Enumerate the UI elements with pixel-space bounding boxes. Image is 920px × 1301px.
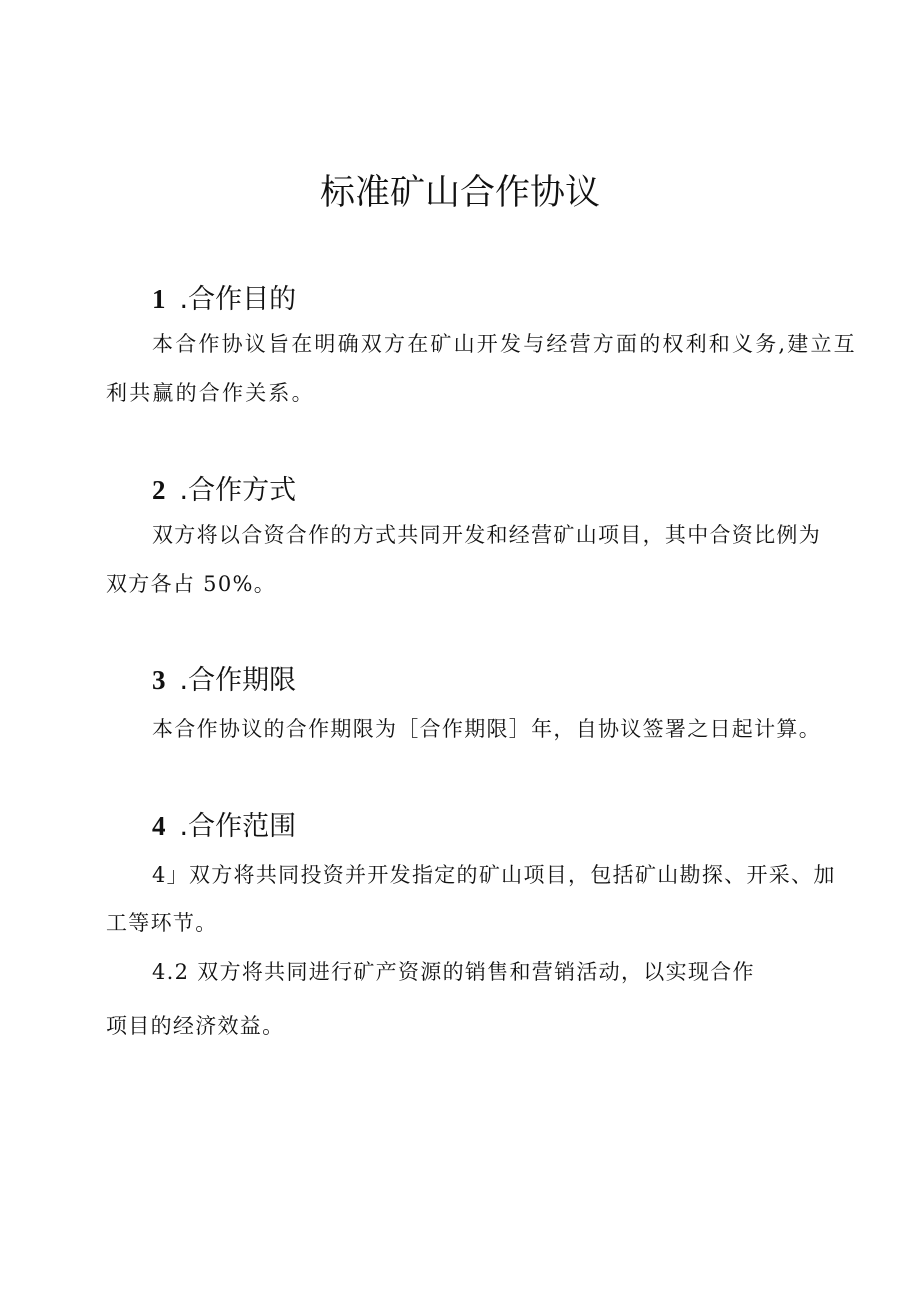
section-number: 1 xyxy=(152,284,166,314)
section-heading-2 xyxy=(152,472,296,509)
paragraph-line: 本合作协议的合作期限为［合作期限］年，自协议签署之日起计算。 xyxy=(152,717,821,741)
paragraph-line: 利共赢的合作关系。 xyxy=(106,381,315,405)
paragraph-line: 4」双方将共同投资并开发指定的矿山项目，包括矿山勘探、开采、加 xyxy=(152,863,836,887)
paragraph-line: 工等环节。 xyxy=(106,911,218,935)
section-number: 3 xyxy=(152,665,166,695)
section-title: .合作范围 xyxy=(179,811,297,842)
section-heading-4 xyxy=(152,808,296,845)
paragraph-line: 本合作协议旨在明确双方在矿山开发与经营方面的权利和义务,建立互 xyxy=(152,332,857,356)
section-title: .合作方式 xyxy=(179,475,297,506)
section-heading-1 xyxy=(152,281,296,318)
section-number: 2 xyxy=(152,475,166,505)
section-title: .合作期限 xyxy=(179,665,297,696)
paragraph-line: 4.2 双方将共同进行矿产资源的销售和营销活动，以实现合作 xyxy=(152,960,755,984)
paragraph-line: 双方各占 50%。 xyxy=(106,572,277,596)
paragraph-line: 项目的经济效益。 xyxy=(106,1014,285,1038)
document-title: 标准矿山合作协议 xyxy=(319,173,600,213)
section-heading-3 xyxy=(152,662,296,699)
section-title: .合作目的 xyxy=(179,284,297,315)
paragraph-line: 双方将以合资合作的方式共同开发和经营矿山项目，其中合资比例为 xyxy=(152,523,821,547)
section-number: 4 xyxy=(152,811,166,841)
